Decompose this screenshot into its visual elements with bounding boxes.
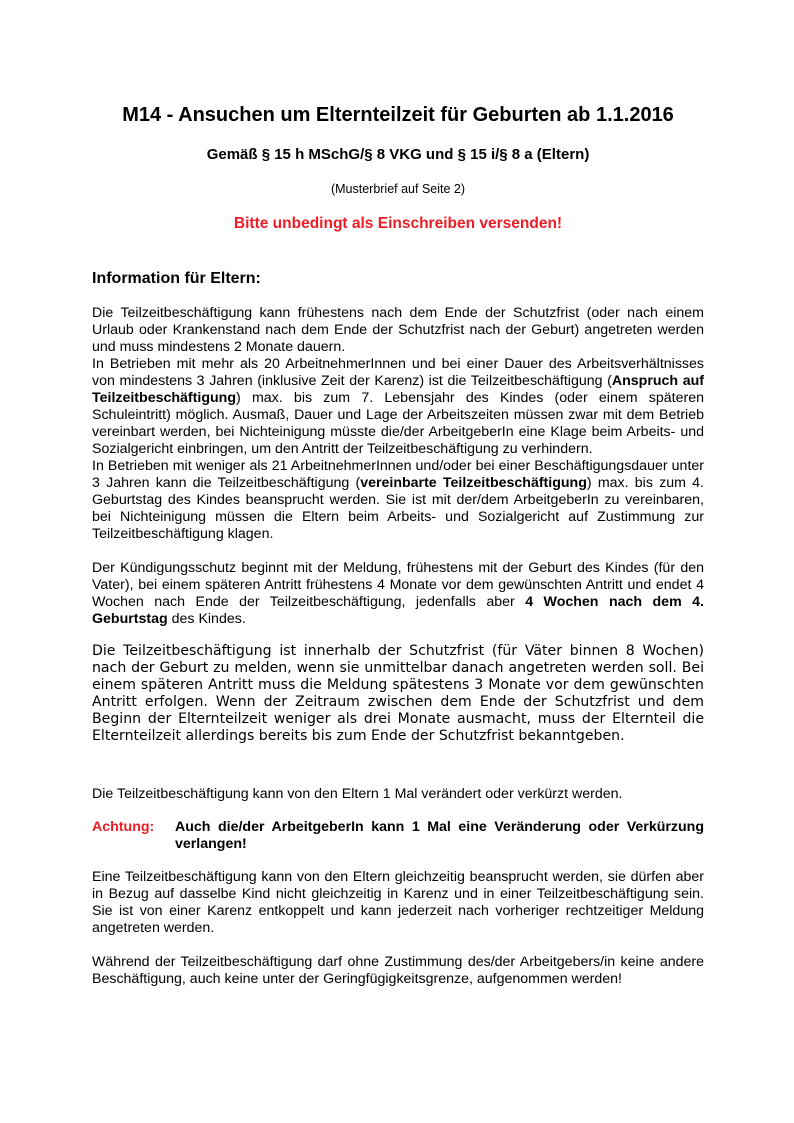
emphasis-text: vereinbarte Teilzeitbeschäftigung [360,475,587,491]
paragraph-text: Die Teilzeitbeschäftigung kann frühestens nach dem Ende der Schutzfrist (oder nach einem Urlaub oder Krankenstand nach dem Ende der Schutzfrist nach der Geburt) angetreten werden und muss mindestens 2 Monate dauern. [92,305,704,355]
paragraph-text: ) max. bis zum 4. Geburtstag des Kindes beansprucht werden. Sie ist mit der/dem ArbeitgeberIn zu vereinbaren, bei Nichteinigung müssen die Eltern beim Arbeits- und Sozialgericht auf Zustimmung zur Teilzeitbeschäftigung klagen. [92,475,704,542]
paragraph-notification-deadline: Die Teilzeitbeschäftigung ist innerhalb der Schutzfrist (für Väter binnen 8 Wochen) nach der Geburt zu melden, wenn sie unmittelbar danach angetreten werden soll. Bei einem späteren Antritt muss die Meldung spätestens 3 Monate vor dem gewünschten Antritt erfolgen. Wenn der Zeitraum zwischen dem Ende der Schutzfrist und dem Beginn der Elternteilzeit weniger als drei Monate ausmacht, muss der Elternteil die Elternteilzeit allerdings bereits bis zum Ende der Schutzfrist bekanntgeben. [92,643,704,745]
paragraph-text: ) max. bis zum 7. Lebensjahr des Kindes (oder einem späteren Schuleintritt) möglich. Ausmaß, Dauer und Lage der Arbeitszeiten müssen zwar mit dem Betrieb vereinbart werden, bei Nichteinigung müsste die/der ArbeitgeberIn eine Klage beim Arbeits- und Sozialgericht einbringen, um den Antritt der Teilzeitbeschäftigung zu verhindern. [92,390,704,457]
paragraph-change-once: Die Teilzeitbeschäftigung kann von den Eltern 1 Mal verändert oder verkürzt werden. [92,786,623,802]
paragraph-text: des Kindes. [167,611,246,627]
emphasis-text: Anspruch auf Teilzeitbeschäftigung [92,373,704,406]
paragraph-dismissal-protection [92,560,704,628]
paragraph-text: In Betrieben mit weniger als 21 ArbeitnehmerInnen und/oder bei einer Beschäftigungsdauer unter 3 Jahren kann die Teilzeitbeschäftigung ( [92,458,704,491]
paragraph-simultaneous-use: Eine Teilzeitbeschäftigung kann von den Eltern gleichzeitig beansprucht werden, sie dürfen aber in Bezug auf dasselbe Kind nicht gleichzeitig in Karenz und in einer Teilzeitbeschäftigung sein. Sie ist von einer Karenz entkoppelt und kann jederzeit nach vorheriger rechtzeitiger Meldung angetreten werden. [92,869,704,936]
document-title: M14 - Ansuchen um Elternteilzeit für Geburten ab 1.1.2016 [122,104,674,126]
sample-letter-note: (Musterbrief auf Seite 2) [330,182,466,196]
attention-label: Achtung: [92,819,155,835]
document-subtitle: Gemäß § 15 h MSchG/§ 8 VKG und § 15 i/§ 8 a (Eltern) [206,146,590,163]
attention-text: Auch die/der ArbeitgeberIn kann 1 Mal eine Veränderung oder Verkürzung verlangen! [175,819,704,852]
emphasis-text: 4 Wochen nach dem 4. Geburtstag [92,594,704,627]
paragraph-other-employment: Während der Teilzeitbeschäftigung darf ohne Zustimmung des/der Arbeitgebers/in keine andere Beschäftigung, auch keine unter der Geringfügigkeitsgrenze, aufgenommen werden! [92,954,704,987]
paragraph-text: Der Kündigungsschutz beginnt mit der Meldung, frühestens mit der Geburt des Kindes (für den Vater), bei einem späteren Antritt frühestens 4 Monate vor dem gewünschten Antritt und endet 4 Wochen nach Ende der Teilzeitbeschäftigung, jedenfalls aber [92,560,704,610]
paragraph-part-time-conditions [92,305,704,543]
paragraph-text: In Betrieben mit mehr als 20 ArbeitnehmerInnen und bei einer Dauer des Arbeitsverhältnisses von mindestens 3 Jahren (inklusive Zeit der Karenz) ist die Teilzeitbeschäftigung ( [92,356,704,389]
registered-mail-warning: Bitte unbedingt als Einschreiben versenden! [233,215,563,232]
section-heading: Information für Eltern: [92,270,261,287]
